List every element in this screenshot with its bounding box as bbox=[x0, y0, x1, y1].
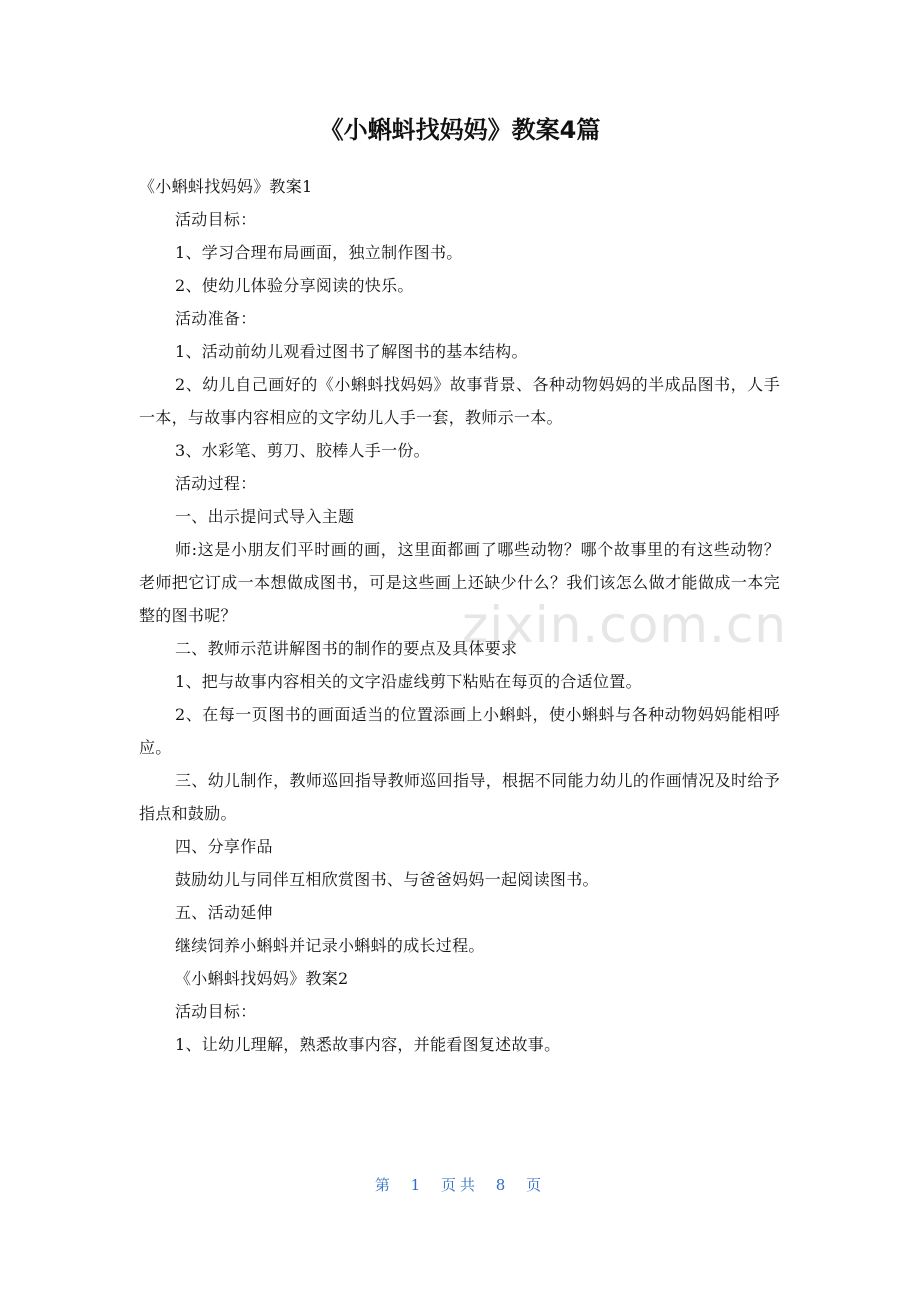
paragraph: 3、水彩笔、剪刀、胶棒人手一份。 bbox=[175, 441, 430, 460]
paragraph: 继续饲养小蝌蚪并记录小蝌蚪的成长过程。 bbox=[175, 936, 485, 955]
paragraph: 一、出示提问式导入主题 bbox=[175, 507, 355, 526]
page-footer: 第 1 页共 8 页 bbox=[374, 1176, 546, 1194]
section-heading-2: 《小蝌蚪找妈妈》教案2 bbox=[175, 969, 349, 988]
paragraph: 2、在每一页图书的画面适当的位置添画上小蝌蚪，使小蝌蚪与各种动物妈妈能相呼应。 bbox=[139, 705, 780, 757]
paragraph: 活动准备： bbox=[175, 309, 257, 328]
paragraph: 活动目标： bbox=[175, 1002, 257, 1021]
paragraph: 1、活动前幼儿观看过图书了解图书的基本结构。 bbox=[175, 342, 528, 361]
document-title: 《小蝌蚪找妈妈》教案4篇 bbox=[319, 116, 601, 144]
paragraph: 师:这是小朋友们平时画的画，这里面都画了哪些动物？哪个故事里的有这些动物？老师把它订成一本想做成图书，可是这些画上还缺少什么？我们该怎么做才能做成一本完整的图书呢？ bbox=[139, 540, 780, 625]
paragraph: 1、让幼儿理解，熟悉故事内容，并能看图复述故事。 bbox=[175, 1035, 561, 1054]
paragraph: 活动过程： bbox=[175, 474, 257, 493]
paragraph: 1、把与故事内容相关的文字沿虚线剪下粘贴在每页的合适位置。 bbox=[175, 672, 642, 691]
watermark: zixin.com.cn bbox=[462, 596, 788, 654]
paragraph: 二、教师示范讲解图书的制作的要点及具体要求 bbox=[175, 639, 518, 658]
paragraph: 2、使幼儿体验分享阅读的快乐。 bbox=[175, 276, 414, 295]
paragraph: 五、活动延伸 bbox=[175, 903, 273, 922]
paragraph: 活动目标： bbox=[175, 210, 257, 229]
paragraph: 鼓励幼儿与同伴互相欣赏图书、与爸爸妈妈一起阅读图书。 bbox=[175, 870, 599, 889]
document-body bbox=[139, 170, 780, 1061]
paragraph: 四、分享作品 bbox=[175, 837, 273, 856]
paragraph: 三、幼儿制作，教师巡回指导教师巡回指导，根据不同能力幼儿的作画情况及时给予指点和鼓励。 bbox=[139, 771, 780, 823]
paragraph: 1、学习合理布局画面，独立制作图书。 bbox=[175, 243, 463, 262]
section-heading-1: 《小蝌蚪找妈妈》教案1 bbox=[139, 177, 313, 196]
paragraph: 2、幼儿自己画好的《小蝌蚪找妈妈》故事背景、各种动物妈妈的半成品图书，人手一本，与故事内容相应的文字幼儿人手一套，教师示一本。 bbox=[139, 375, 780, 427]
